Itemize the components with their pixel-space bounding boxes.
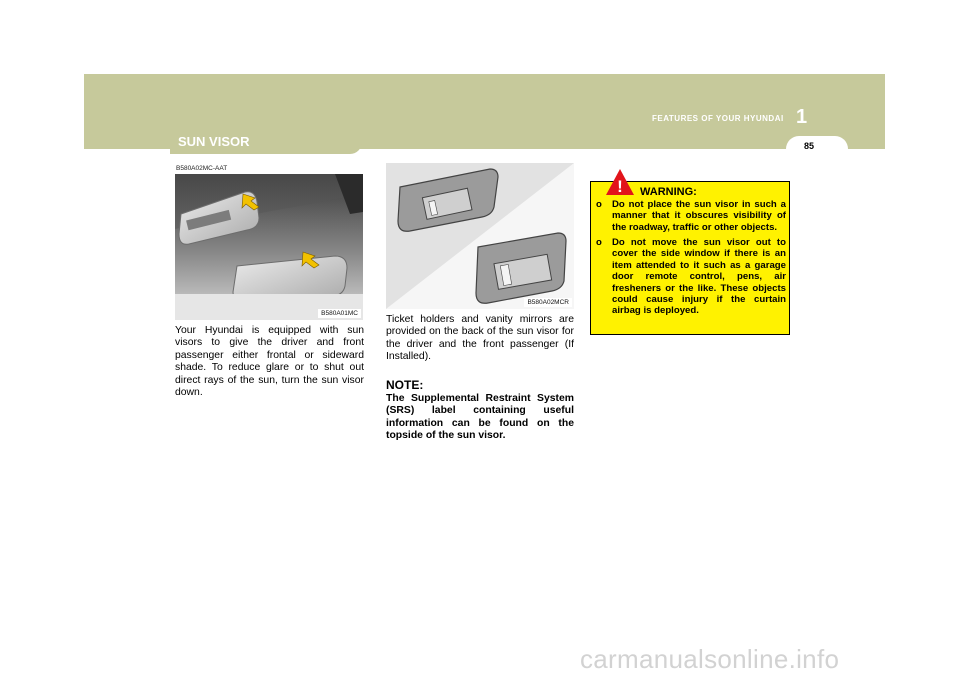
- vanity-mirror-drawing: [386, 163, 574, 309]
- note-body: The Supplemental Restraint System (SRS) label containing useful information can be found on the topside of the sun visor.: [386, 393, 574, 442]
- note-heading: NOTE:: [386, 378, 424, 392]
- page-number: 85: [803, 141, 814, 151]
- section-code: B580A02MC-AAT: [176, 165, 228, 172]
- section-title: SUN VISOR: [178, 134, 250, 149]
- figure-label: B580A01MC: [318, 309, 361, 318]
- vanity-mirror-illustration: [386, 163, 574, 309]
- warning-item: [596, 237, 786, 317]
- sun-visor-photo: [175, 174, 363, 320]
- chapter-number: 1: [796, 106, 808, 128]
- watermark: carmanualsonline.info: [580, 644, 840, 674]
- figure-label: B580A02MCR: [524, 298, 572, 307]
- warning-bullet: o: [596, 199, 602, 210]
- warning-item-text: Do not move the sun visor out to cover the side window if there is an item attended to it such as a garage door remote control, pens, air fresheners or the like. These objects could cause injury if the curtain airbag is deployed.: [612, 237, 786, 317]
- intro-paragraph: Your Hyundai is equipped with sun visors to give the driver and front passenger either frontal or sideward shade. To reduce glare or to shut out direct rays of the sun, turn the sun visor down.: [175, 325, 364, 399]
- warning-symbol: !: [617, 177, 623, 196]
- warning-bullet: o: [596, 237, 602, 248]
- warning-item-text: Do not place the sun visor in such a manner that it obscures visibility of the roadway, traffic or other objects.: [612, 199, 786, 233]
- warning-triangle-icon: [605, 168, 635, 196]
- chapter-title: FEATURES OF YOUR HYUNDAI: [652, 114, 784, 123]
- warning-title: WARNING:: [640, 186, 697, 198]
- vanity-paragraph: Ticket holders and vanity mirrors are provided on the back of the sun visor for the driver and the front passenger (If Installed).: [386, 314, 574, 363]
- warning-item: [596, 199, 786, 233]
- sun-visor-illustration: [175, 174, 363, 320]
